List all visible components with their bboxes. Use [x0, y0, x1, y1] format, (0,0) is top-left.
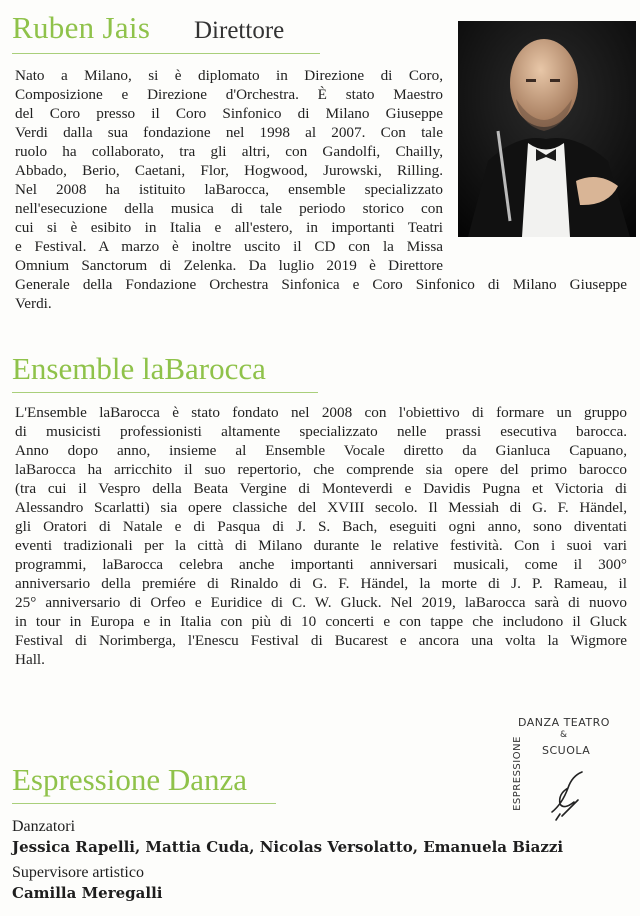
supervisor-name: Camilla Meregalli	[12, 884, 163, 902]
director-name: Ruben Jais	[12, 10, 151, 45]
logo-mid-text: SCUOLA	[542, 744, 591, 757]
ensemble-line: Hall.	[15, 651, 45, 668]
ensemble-line: Alessandro Scarlatti) sia opere classiche del XVIII secolo. Il Messiah di G. F. Händel,	[15, 499, 627, 516]
ensemble-title: Ensemble laBarocca	[12, 351, 266, 386]
ensemble-line: programmi, laBarocca celebra anche importanti anniversari musicali, come il 300°	[15, 556, 627, 573]
bio-line: ruolo ha collaborato, tra gli altri, con Gandolfi, Chailly,	[15, 143, 443, 160]
ensemble-text	[15, 403, 627, 669]
danza-title: Espressione Danza	[12, 762, 247, 797]
conductor-portrait-icon	[458, 21, 636, 237]
espressione-logo	[510, 716, 625, 826]
danza-credits	[12, 816, 632, 904]
bio-line: Omnium Sanctorum di Zelenka. Da luglio 2019 è Direttore	[15, 257, 443, 274]
ensemble-line: in tour in Europa e in Italia con più di 10 concerti e con tappe che includono il Gluck	[15, 613, 627, 630]
bio-line: Generale della Fondazione Orchestra Sinfonica e Coro Sinfonico di Milano Giuseppe	[15, 276, 627, 293]
director-photo	[458, 21, 636, 237]
bio-line: del Coro presso il Coro Sinfonico di Milano Giuseppe	[15, 105, 443, 122]
director-role: Direttore	[194, 17, 285, 44]
ensemble-line: 25° anniversario di Orfeo e Euridice di C. W. Gluck. Nel 2019, laBarocca sarà di nuovo	[15, 594, 627, 611]
dancers-label: Danzatori	[12, 818, 76, 835]
bio-line: Nato a Milano, si è diplomato in Direzione di Coro,	[15, 67, 443, 84]
ensemble-line: Festival di Norimberga, l'Enescu Festival di Bucarest e ancora una volta la Wigmore	[15, 632, 627, 649]
bio-line: Composizione e Direzione d'Orchestra. È stato Maestro	[15, 86, 443, 103]
bio-line: nell'esecuzione della musica di tale periodo storico con	[15, 200, 443, 217]
director-heading-rule	[12, 53, 320, 54]
ensemble-line: gli Oratori di Natale e di Pasqua di J. S. Bach, eseguiti ogni anno, sono diventati	[15, 518, 627, 535]
bio-line: Verdi.	[15, 295, 52, 312]
bio-line: cui si è esibito in Italia e all'estero, in importanti Teatri	[15, 219, 443, 236]
ensemble-heading-rule	[12, 392, 318, 393]
director-bio	[15, 66, 443, 275]
bio-line: Abbado, Berio, Caetani, Flor, Hogwood, Jurowski, Rilling.	[15, 162, 443, 179]
ensemble-line: (tra cui il Vespro della Beata Vergine di Monteverdi e Davidis Pugna et Victoria di	[15, 480, 627, 497]
bio-line: e Festival. A marzo è inoltre uscito il CD con la Missa	[15, 238, 443, 255]
dancers-names: Jessica Rapelli, Mattia Cuda, Nicolas Versolatto, Emanuela Biazzi	[12, 838, 564, 856]
director-bio-tail	[15, 275, 627, 313]
supervisor-label: Supervisore artistico	[12, 864, 144, 881]
logo-side-text: ESPRESSIONE	[511, 736, 523, 811]
ensemble-line: eventi tradizionali per la città di Milano durante le relative festività. Con i suoi vari	[15, 537, 627, 554]
ensemble-line: L'Ensemble laBarocca è stato fondato nel 2008 con l'obiettivo di formare un gruppo	[15, 404, 627, 421]
logo-top-text: DANZA TEATRO	[518, 716, 610, 729]
logo-amp-text: &	[560, 730, 568, 740]
dancer-signature-icon	[538, 764, 598, 824]
danza-heading-rule	[12, 803, 276, 804]
ensemble-line: di musicisti professionisti altamente specializzato nelle prassi esecutiva barocca.	[15, 423, 627, 440]
ensemble-line: Anno dopo anno, insieme al Ensemble Vocale diretto da Gianluca Capuano,	[15, 442, 627, 459]
ensemble-line: anniversario della premiére di Rinaldo di G. F. Händel, la morte di J. P. Rameau, il	[15, 575, 627, 592]
bio-line: Nel 2008 ha istituito laBarocca, ensemble specializzato	[15, 181, 443, 198]
ensemble-line: laBarocca ha arricchito il suo repertorio, che comprende sia opere del primo barocco	[15, 461, 627, 478]
bio-line: Verdi dalla sua fondazione nel 1998 al 2007. Con tale	[15, 124, 443, 141]
